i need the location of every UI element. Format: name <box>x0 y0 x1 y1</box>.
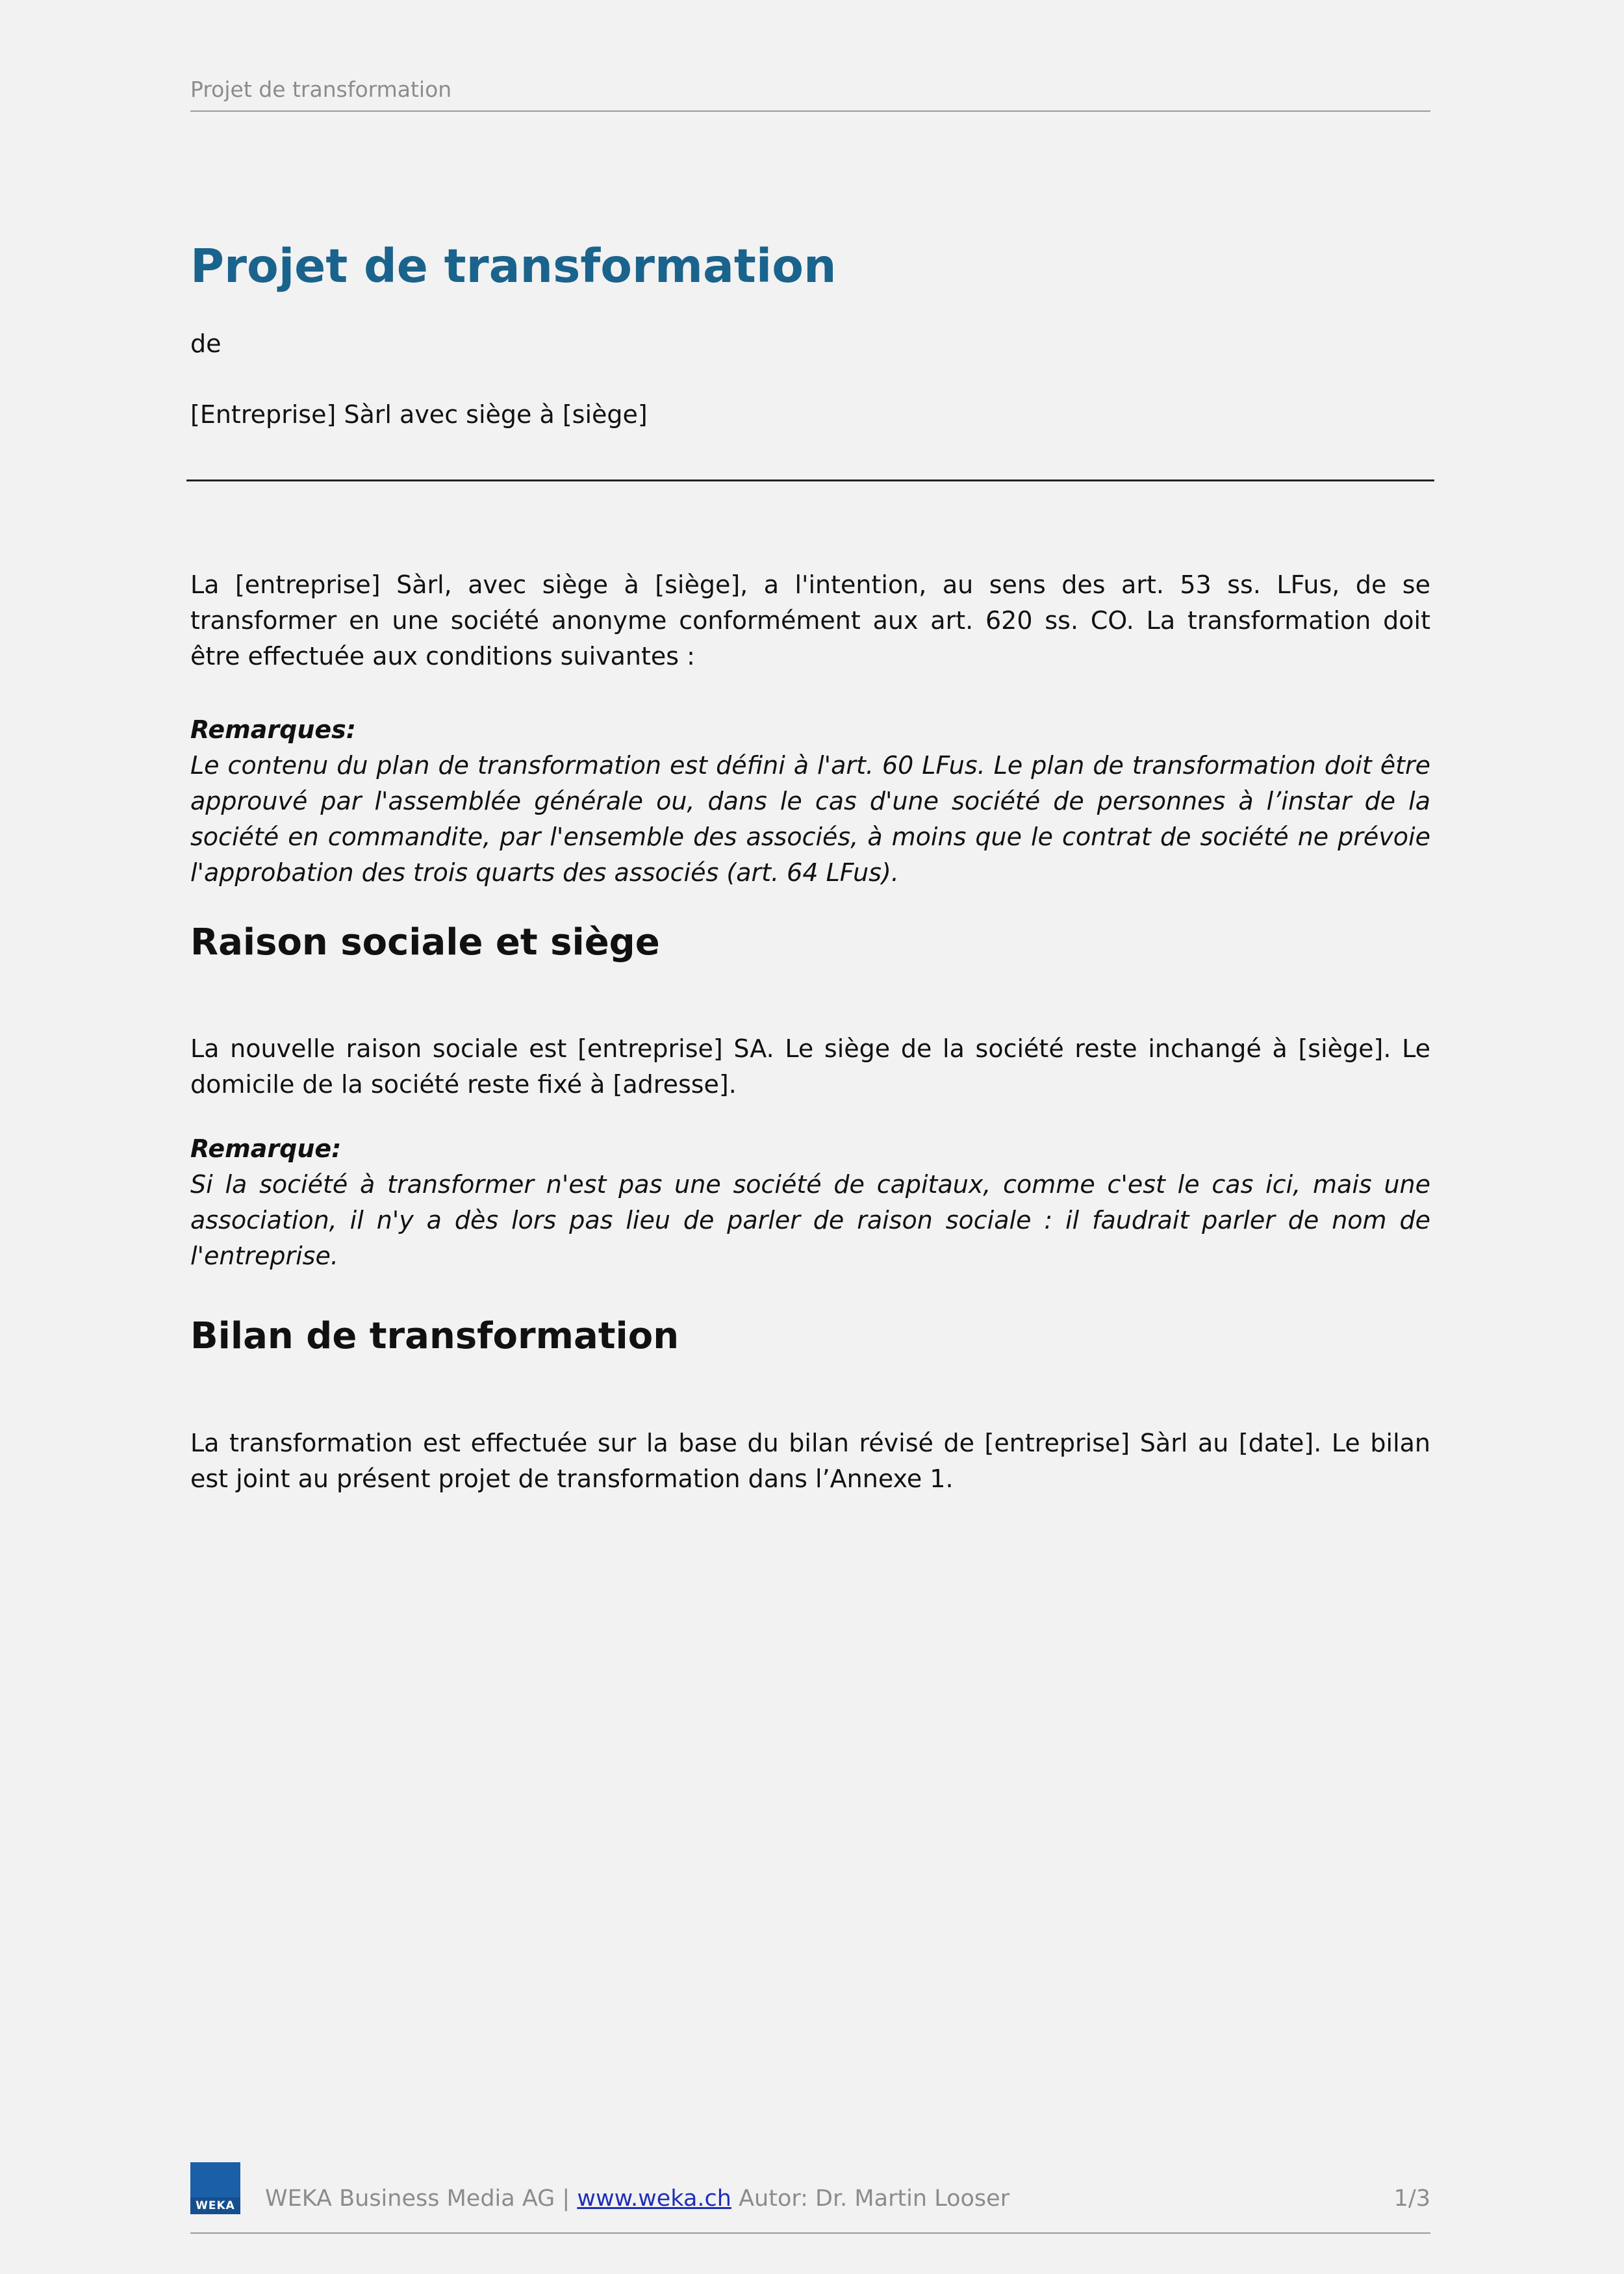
entity-line: [Entreprise] Sàrl avec siège à [siège] <box>190 400 648 429</box>
page-header <box>190 73 1430 112</box>
logo-wordmark: WEKA <box>196 2199 235 2212</box>
remark-title: Remarque: <box>190 1134 342 1163</box>
intro-paragraph: La [entreprise] Sàrl, avec siège à [siège], a l'intention, au sens des art. 53 ss. LFus, de se transformer en une société anonyme conformément aux art. 620 ss. CO. La transformation doit être effectuée aux conditions suivantes : <box>190 570 1430 671</box>
section-heading-raison-sociale: Raison sociale et siège <box>190 921 660 964</box>
bilan-paragraph: La transformation est effectuée sur la base du bilan révisé de [entreprise] Sàrl au [date]. Le bilan est joint au présent projet de transformation dans l’Annexe 1. <box>190 1429 1430 1493</box>
page-footer <box>190 2162 1430 2234</box>
title-divider <box>186 479 1434 481</box>
remark-title: Remarques: <box>190 715 356 744</box>
footer-website-link[interactable]: www.weka.ch <box>577 2186 731 2212</box>
remark-text: Si la société à transformer n'est pas une société de capitaux, comme c'est le cas ici, mais une association, il n'y a dès lors pas lieu de parler de raison sociale : il faudrait parler de nom de l'entreprise. <box>190 1170 1430 1270</box>
page-number: 1/3 <box>1393 2186 1430 2212</box>
footer-company: WEKA Business Media AG | <box>265 2186 570 2212</box>
weka-logo <box>190 2162 240 2214</box>
de-line: de <box>190 329 222 358</box>
remark-block-1 <box>190 712 1430 891</box>
section-heading-bilan: Bilan de transformation <box>190 1315 679 1357</box>
raison-sociale-paragraph: La nouvelle raison sociale est [entreprise] SA. Le siège de la société reste inchangé à [siège]. Le domicile de la société reste fixé à [adresse]. <box>190 1034 1430 1099</box>
document-title: Projet de transformation <box>190 239 837 293</box>
footer-author: Autor: Dr. Martin Looser <box>739 2186 1010 2212</box>
running-header-title: Projet de transformation <box>190 77 452 102</box>
footer-credits <box>265 2186 1009 2212</box>
remark-text: Le contenu du plan de transformation est défini à l'art. 60 LFus. Le plan de transformation doit être approuvé par l'assemblée générale ou, dans le cas d'une société de personnes à l’instar de la société en commandite, par l'ensemble des associés, à moins que le contrat de société ne prévoie l'approbation des trois quarts des associés (art. 64 LFus). <box>190 751 1430 887</box>
remark-block-2 <box>190 1131 1430 1274</box>
